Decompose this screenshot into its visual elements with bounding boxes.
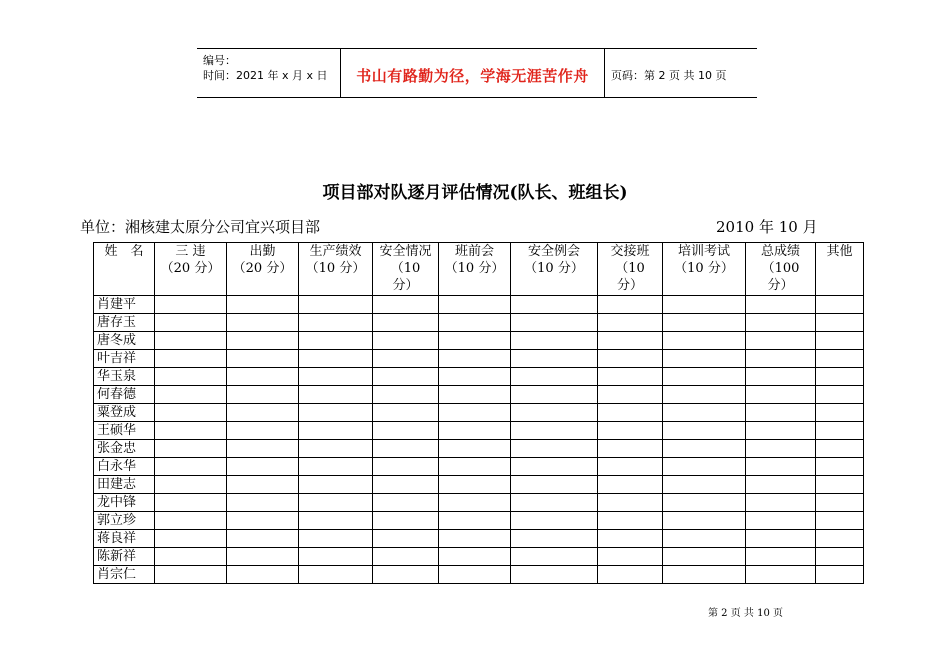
score-cell <box>511 314 598 332</box>
score-cell <box>155 314 227 332</box>
score-cell <box>439 332 511 350</box>
score-cell <box>299 476 373 494</box>
score-cell <box>511 440 598 458</box>
score-cell <box>227 422 299 440</box>
column-header-8 <box>663 243 746 296</box>
score-cell <box>663 386 746 404</box>
score-cell <box>598 458 663 476</box>
table-row <box>94 332 864 350</box>
score-cell <box>373 530 439 548</box>
score-cell <box>598 512 663 530</box>
table-row <box>94 368 864 386</box>
score-cell <box>511 422 598 440</box>
score-cell <box>598 350 663 368</box>
name-cell: 蒋良祥 <box>94 530 155 548</box>
column-header-label: 总成绩 <box>760 244 800 259</box>
column-header-label: 班前会 <box>454 244 494 259</box>
score-cell <box>299 404 373 422</box>
score-cell <box>746 422 816 440</box>
score-cell <box>746 476 816 494</box>
score-cell <box>155 494 227 512</box>
score-cell <box>373 548 439 566</box>
score-cell <box>299 422 373 440</box>
score-cell <box>816 350 864 368</box>
score-cell <box>598 566 663 584</box>
score-cell <box>155 332 227 350</box>
score-cell <box>816 314 864 332</box>
column-header-label: 姓 名 <box>104 244 144 259</box>
column-header-points: （10 分） <box>305 261 366 276</box>
score-cell <box>746 512 816 530</box>
table-row <box>94 314 864 332</box>
column-header-10 <box>816 243 864 296</box>
score-cell <box>373 494 439 512</box>
score-cell <box>439 530 511 548</box>
column-header-points: （10 分） <box>615 261 645 293</box>
score-cell <box>511 494 598 512</box>
score-cell <box>746 530 816 548</box>
column-header-3 <box>299 243 373 296</box>
score-cell <box>155 458 227 476</box>
table-row <box>94 494 864 512</box>
score-cell <box>439 494 511 512</box>
score-cell <box>227 386 299 404</box>
score-cell <box>299 314 373 332</box>
score-cell <box>155 440 227 458</box>
unit-label: 单位：湘核建太原分公司宜兴项目部 <box>80 218 321 236</box>
score-cell <box>299 368 373 386</box>
column-header-points: （20 分） <box>232 261 293 276</box>
score-cell <box>511 332 598 350</box>
score-cell <box>299 566 373 584</box>
score-cell <box>373 566 439 584</box>
score-cell <box>663 350 746 368</box>
score-cell <box>439 548 511 566</box>
name-cell: 郭立珍 <box>94 512 155 530</box>
score-cell <box>439 566 511 584</box>
column-header-points: （100 分） <box>761 261 800 293</box>
column-header-1 <box>155 243 227 296</box>
score-cell <box>155 350 227 368</box>
score-cell <box>155 548 227 566</box>
score-cell <box>598 476 663 494</box>
score-cell <box>373 404 439 422</box>
table-body <box>94 296 864 584</box>
score-cell <box>227 314 299 332</box>
score-cell <box>299 548 373 566</box>
table-row <box>94 440 864 458</box>
name-cell: 唐存玉 <box>94 314 155 332</box>
score-cell <box>663 512 746 530</box>
evaluation-table <box>93 242 864 584</box>
score-cell <box>598 368 663 386</box>
name-cell: 粟登成 <box>94 404 155 422</box>
score-cell <box>439 368 511 386</box>
name-cell: 华玉泉 <box>94 368 155 386</box>
score-cell <box>439 404 511 422</box>
score-cell <box>598 332 663 350</box>
score-cell <box>299 530 373 548</box>
score-cell <box>598 404 663 422</box>
score-cell <box>227 404 299 422</box>
score-cell <box>373 422 439 440</box>
column-header-2 <box>227 243 299 296</box>
score-cell <box>373 440 439 458</box>
score-cell <box>227 332 299 350</box>
score-cell <box>746 440 816 458</box>
column-header-4 <box>373 243 439 296</box>
table-row <box>94 422 864 440</box>
score-cell <box>227 440 299 458</box>
score-cell <box>439 458 511 476</box>
score-cell <box>227 476 299 494</box>
name-cell: 陈新祥 <box>94 548 155 566</box>
score-cell <box>227 458 299 476</box>
score-cell <box>511 548 598 566</box>
score-cell <box>598 494 663 512</box>
page-title: 项目部对队逐月评估情况(队长、班组长) <box>322 183 628 203</box>
score-cell <box>663 422 746 440</box>
table-row <box>94 530 864 548</box>
score-cell <box>439 476 511 494</box>
score-cell <box>511 512 598 530</box>
name-cell: 肖建平 <box>94 296 155 314</box>
score-cell <box>155 422 227 440</box>
column-header-label: 交接班 <box>610 244 650 259</box>
score-cell <box>155 512 227 530</box>
score-cell <box>511 458 598 476</box>
score-cell <box>227 350 299 368</box>
score-cell <box>511 476 598 494</box>
name-cell: 白永华 <box>94 458 155 476</box>
column-header-0 <box>94 243 155 296</box>
name-cell: 王硕华 <box>94 422 155 440</box>
score-cell <box>598 530 663 548</box>
score-cell <box>598 422 663 440</box>
score-cell <box>746 566 816 584</box>
score-cell <box>816 386 864 404</box>
score-cell <box>816 548 864 566</box>
score-cell <box>746 548 816 566</box>
score-cell <box>816 530 864 548</box>
column-header-label: 培训考试 <box>677 244 730 259</box>
score-cell <box>373 458 439 476</box>
table-row <box>94 386 864 404</box>
score-cell <box>663 566 746 584</box>
score-cell <box>663 530 746 548</box>
score-cell <box>511 386 598 404</box>
column-header-points: （10 分） <box>524 261 584 276</box>
score-cell <box>439 422 511 440</box>
column-header-5 <box>439 243 511 296</box>
score-cell <box>816 422 864 440</box>
score-cell <box>598 386 663 404</box>
score-cell <box>373 476 439 494</box>
score-cell <box>816 332 864 350</box>
score-cell <box>373 296 439 314</box>
score-cell <box>373 332 439 350</box>
column-header-label: 其他 <box>826 244 853 259</box>
score-cell <box>663 296 746 314</box>
table-row <box>94 296 864 314</box>
score-cell <box>155 368 227 386</box>
page-info: 页码：第 2 页 共 10 页 <box>611 69 727 82</box>
score-cell <box>155 476 227 494</box>
score-cell <box>227 512 299 530</box>
column-header-6 <box>511 243 598 296</box>
score-cell <box>155 566 227 584</box>
score-cell <box>439 440 511 458</box>
table-row <box>94 476 864 494</box>
score-cell <box>511 404 598 422</box>
table-header <box>94 243 864 296</box>
score-cell <box>439 386 511 404</box>
score-cell <box>663 314 746 332</box>
score-cell <box>227 566 299 584</box>
score-cell <box>373 512 439 530</box>
score-cell <box>299 494 373 512</box>
score-cell <box>511 566 598 584</box>
score-cell <box>663 458 746 476</box>
motto: 书山有路勤为径，学海无涯苦作舟 <box>356 67 589 85</box>
time-label: 时间：2021 年 x 月 x 日 <box>203 69 328 82</box>
table-row <box>94 512 864 530</box>
score-cell <box>598 548 663 566</box>
column-header-9 <box>746 243 816 296</box>
score-cell <box>746 314 816 332</box>
page-footer: 第 2 页 共 10 页 <box>708 608 783 619</box>
score-cell <box>598 440 663 458</box>
score-cell <box>816 494 864 512</box>
score-cell <box>373 314 439 332</box>
score-cell <box>598 314 663 332</box>
score-cell <box>299 512 373 530</box>
score-cell <box>746 404 816 422</box>
column-header-label: 生产绩效 <box>309 244 362 259</box>
score-cell <box>511 530 598 548</box>
score-cell <box>299 350 373 368</box>
score-cell <box>299 440 373 458</box>
score-cell <box>746 332 816 350</box>
document-header <box>197 48 757 98</box>
score-cell <box>816 296 864 314</box>
table-row <box>94 350 864 368</box>
table-row <box>94 566 864 584</box>
score-cell <box>663 332 746 350</box>
score-cell <box>816 512 864 530</box>
column-header-points: （10 分） <box>390 261 421 293</box>
score-cell <box>439 314 511 332</box>
score-cell <box>511 350 598 368</box>
score-cell <box>663 548 746 566</box>
score-cell <box>299 296 373 314</box>
score-cell <box>227 494 299 512</box>
name-cell: 叶吉祥 <box>94 350 155 368</box>
column-header-7 <box>598 243 663 296</box>
score-cell <box>746 368 816 386</box>
score-cell <box>155 404 227 422</box>
score-cell <box>746 296 816 314</box>
score-cell <box>299 332 373 350</box>
score-cell <box>598 296 663 314</box>
name-cell: 田建志 <box>94 476 155 494</box>
table-row <box>94 548 864 566</box>
score-cell <box>816 404 864 422</box>
score-cell <box>663 476 746 494</box>
table-row <box>94 458 864 476</box>
score-cell <box>227 296 299 314</box>
score-cell <box>299 386 373 404</box>
report-date: 2010 年 10 月 <box>716 218 818 236</box>
score-cell <box>155 386 227 404</box>
score-cell <box>816 458 864 476</box>
score-cell <box>663 368 746 386</box>
header-page-cell <box>605 49 757 97</box>
number-label: 编号： <box>203 54 236 67</box>
score-cell <box>663 404 746 422</box>
score-cell <box>746 350 816 368</box>
header-row <box>94 243 864 296</box>
name-cell: 张金忠 <box>94 440 155 458</box>
header-meta-cell <box>197 49 341 97</box>
table-row <box>94 404 864 422</box>
score-cell <box>227 548 299 566</box>
score-cell <box>816 476 864 494</box>
score-cell <box>816 566 864 584</box>
score-cell <box>663 494 746 512</box>
header-motto-cell <box>341 49 605 97</box>
column-header-points: （10 分） <box>674 261 734 276</box>
column-header-label: 三 违 <box>175 244 206 259</box>
score-cell <box>746 458 816 476</box>
score-cell <box>227 368 299 386</box>
score-cell <box>373 386 439 404</box>
name-cell: 肖宗仁 <box>94 566 155 584</box>
score-cell <box>373 350 439 368</box>
column-header-points: （20 分） <box>160 261 221 276</box>
score-cell <box>155 530 227 548</box>
score-cell <box>155 296 227 314</box>
score-cell <box>511 368 598 386</box>
name-cell: 唐冬成 <box>94 332 155 350</box>
column-header-label: 出勤 <box>249 244 276 259</box>
name-cell: 何春德 <box>94 386 155 404</box>
score-cell <box>227 530 299 548</box>
score-cell <box>816 440 864 458</box>
score-cell <box>746 386 816 404</box>
name-cell: 龙中锋 <box>94 494 155 512</box>
score-cell <box>299 458 373 476</box>
score-cell <box>439 350 511 368</box>
score-cell <box>439 512 511 530</box>
column-header-label: 安全情况 <box>379 244 432 259</box>
score-cell <box>816 368 864 386</box>
column-header-label: 安全例会 <box>527 244 580 259</box>
score-cell <box>511 296 598 314</box>
score-cell <box>373 368 439 386</box>
score-cell <box>663 440 746 458</box>
column-header-points: （10 分） <box>444 261 505 276</box>
score-cell <box>439 296 511 314</box>
score-cell <box>746 494 816 512</box>
